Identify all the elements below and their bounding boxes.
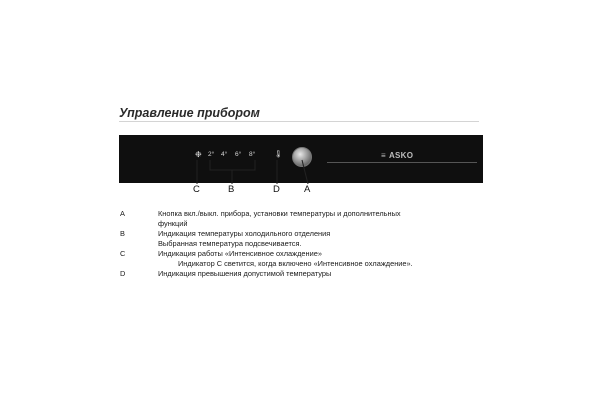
legend-line: Индикация температуры холодильного отделения <box>158 229 331 238</box>
panel-divider-line <box>327 162 477 163</box>
legend-text <box>158 269 480 279</box>
legend-line: Кнопка вкл./выкл. прибора, установки температуры и дополнительных <box>158 209 401 218</box>
legend-letter: B <box>120 229 125 238</box>
legend-letter: C <box>120 249 126 258</box>
legend <box>120 209 480 279</box>
legend-row-d <box>120 269 480 279</box>
callout-label-b: B <box>228 184 235 195</box>
control-knob[interactable] <box>292 147 312 167</box>
legend-text <box>158 249 480 269</box>
title-divider <box>119 121 479 122</box>
legend-line: Индикация превышения допустимой температуры <box>158 269 332 278</box>
legend-row-b <box>120 229 480 249</box>
legend-line: функций <box>158 219 188 228</box>
temp-indicator-4: 4° <box>221 151 228 158</box>
legend-line: Индикация работы «Интенсивное охлаждение» <box>158 249 322 258</box>
legend-line: Индикатор С светится, когда включено «Интенсивное охлаждение». <box>178 259 413 268</box>
legend-row-c <box>120 249 480 269</box>
legend-line: Выбранная температура подсвечивается. <box>158 239 302 248</box>
legend-letter: D <box>120 269 126 278</box>
temp-indicator-8: 8° <box>249 151 256 158</box>
callout-label-d: D <box>273 184 280 195</box>
brand-name: ASKO <box>388 151 414 160</box>
legend-letter: A <box>120 209 125 218</box>
brand-logo <box>381 151 413 160</box>
callout-label-c: C <box>193 184 200 195</box>
brand-mark-icon: ≡ <box>381 151 386 160</box>
legend-text <box>158 229 480 249</box>
fast-cooling-icon: ❉ <box>195 150 202 159</box>
callout-label-a: A <box>304 184 311 195</box>
legend-text <box>158 209 480 229</box>
temp-indicator-2: 2° <box>208 151 215 158</box>
section-title: Управление прибором <box>119 106 260 120</box>
control-panel <box>119 135 483 183</box>
temp-indicator-6: 6° <box>235 151 242 158</box>
temperature-alarm-icon: 🌡 <box>274 151 283 158</box>
legend-row-a <box>120 209 480 229</box>
